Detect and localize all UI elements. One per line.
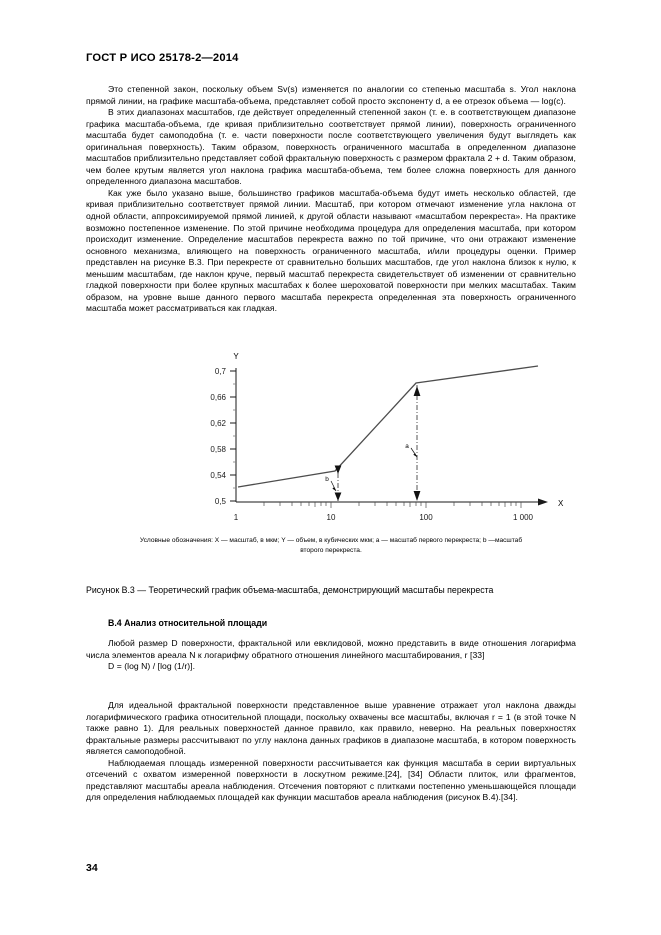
body-text-block-top xyxy=(86,84,576,315)
y-tick-label: 0,5 xyxy=(214,497,226,506)
volume-scale-chart xyxy=(86,352,576,530)
section-paragraph-2: Для идеальной фрактальной поверхности представленное выше уравнение отражает угол наклона дважды логарифмического графика относительной площади, поскольку охвачены все масштабы, включая r = 1 (в этой точке N также равно 1). Для реальных поверхностей данное правило, как правило, неверно. На реальных поверхностях фрактальные размеры рассчитывают по углу наклона данных графиков в диапазоне масштаба, в котором поверхность является самоподобной. xyxy=(86,700,576,757)
crossover-marker-a xyxy=(405,385,420,501)
body-text-block-middle xyxy=(86,638,576,673)
formula-d-definition: D = (log N) / [log (1/r)]. xyxy=(108,661,196,672)
crossover-label-b: b xyxy=(325,476,329,483)
y-tick-label: 0,66 xyxy=(210,393,226,402)
paragraph-3: Как уже было указано выше, большинство графиков масштаба-объема будут иметь несколько областей, где кривая приблизительно соответствует прямой линии. Масштаб, при котором отмечают изменение угла наклона от одной области, аппроксимируемой прямой линией, к другой области называют «масштабом перекреста». На практике возможно постепенное изменение. По этой причине необходима процедура для определения масштаба, при котором происходит изменение. Определение масштабов перекреста важно по той причине, что они отражают изменение основного механизма, влияющего на поверхность ограниченного масштаба, и/или процедуры оценки. Пример представлен на рисунке В.3. При перекресте от сравнительно больших масштабов, где угол наклона близок к нулю, к меньшим масштабам, где наклон круче, первый масштаб перекреста свидетельствует об изменении от сравнительно гладкой поверхности при более крупных масштабах к более шероховатой поверхности при мелких масштабах. Таким образом, на уровне выше данного первого масштаба перекреста определенная эта поверхность ограниченного масштаба может рассматриваться как гладкая. xyxy=(86,187,576,314)
crossover-label-a: a xyxy=(405,443,409,450)
figure-legend-note xyxy=(86,536,576,556)
section-paragraph-3: Наблюдаемая площадь измеренной поверхности рассчитывается как функция масштаба в серии виртуальных отсечений с охватом измеренной поверхности в лоскутном режиме.[24], [34] Области плиток, или фрагментов, представляют масштабы ареала наблюдения. Отсечения повторяют с плитками постепенно уменьшающейся площади для определения наблюдаемых площадей как функции масштабов ареала наблюдения (рисунок В.4).[34]. xyxy=(86,757,576,803)
figure-caption: Рисунок В.3 — Теоретический график объема-масштаба, демонстрирующий масштабы перекреста xyxy=(86,585,494,595)
chart-series-line xyxy=(238,366,538,487)
figure-legend-line-2: второго перекреста. xyxy=(300,547,362,554)
section-heading-b4: В.4 Анализ относительной площади xyxy=(108,618,268,628)
paragraph-1: Это степенной закон, поскольку объем Sv(s) изменяется по аналогии со степенью масштаба s. Угол наклона прямой линии, на графике масштаба-объема, представляет собой просто экспоненту d, а ее отрезок объема — log(c). xyxy=(86,84,576,106)
section-paragraph-1: Любой размер D поверхности, фрактальной или евклидовой, можно представить в виде отношения логарифма числа элементов ареала N к логарифму обратного отношения линейного масштабирования, r [33] xyxy=(86,638,576,660)
y-tick-label: 0,7 xyxy=(214,367,226,376)
y-axis-title: Y xyxy=(233,352,239,361)
body-text-block-bottom xyxy=(86,700,576,804)
figure-b3 xyxy=(86,352,576,530)
page-header-standard-id: ГОСТ Р ИСО 25178-2—2014 xyxy=(86,52,239,64)
figure-legend-line-1: Условные обозначения: X — масштаб, в мкм; Y — объем, в кубических мкм; a — масштаб первого перекреста; b —масштаб xyxy=(139,537,523,544)
x-tick-label: 1 000 xyxy=(512,513,534,522)
y-tick-label: 0,62 xyxy=(210,419,226,428)
x-axis-title: X xyxy=(558,499,564,508)
y-tick-label: 0,58 xyxy=(210,445,226,454)
x-tick-label: 100 xyxy=(419,513,433,522)
y-tick-label: 0,54 xyxy=(210,471,226,480)
paragraph-2: В этих диапазонах масштабов, где действует определенный степенной закон (т. е. в соответствующем диапазоне графика масштаба-объема, где кривая приблизительно соответствует прямой линии), поверхность ограниченного масштаба будет самоподобна (т. е. части поверхности после соответствующего увеличения будут выглядеть как оригинальная поверхность). Таким образом, поверхность ограниченного масштаба в определенном диапазоне масштабов приблизительно представляет собой фрактальную поверхность с размером фрактала 2 + d. Таким образом, чем более крутым является угол наклона графика масштаба-объема, тем более сложна поверхность для данного определенного диапазона масштабов. xyxy=(86,107,576,187)
x-tick-label: 1 xyxy=(233,513,239,522)
x-tick-label: 10 xyxy=(326,513,336,522)
page-number: 34 xyxy=(86,862,98,874)
